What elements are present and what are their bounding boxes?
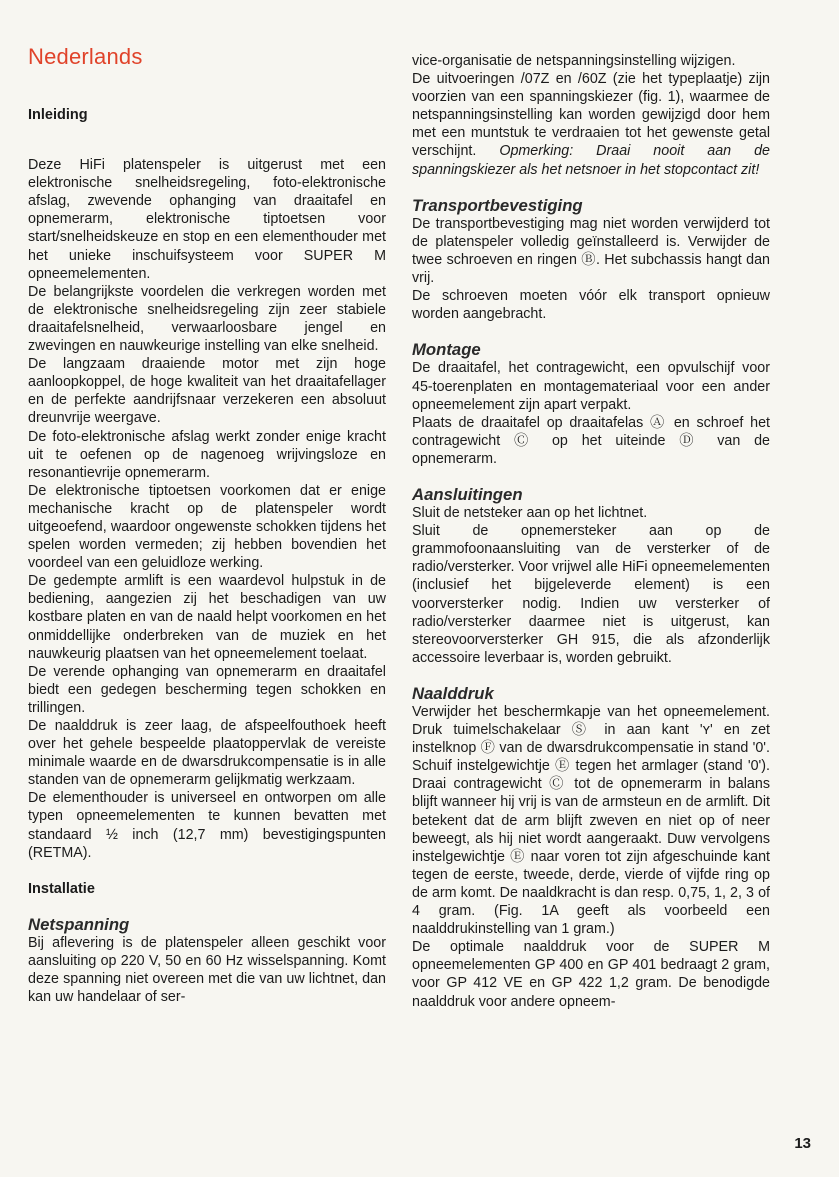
right-column [412,52,770,1011]
paragraph: De foto-elektronische afslag werkt zonder enige kracht uit te oefenen op de nagenoeg wrijvingsloze en resonantievrije opnemerarm. [28,428,386,481]
left-column [28,106,386,1006]
page-number: 13 [794,1135,811,1152]
paragraph: Sluit de netsteker aan op het lichtnet. [412,505,648,522]
paragraph: Deze HiFi platenspeler is uitgerust met een elektronische snelheidsregeling, foto-elektronische afslag, zwevende ophanging van draaitafel en opnemerarm, elektronische tiptoetsen voor start/snelheidskeuze en stop en een elementhouder met het unieke inschuifsysteem voor SUPER M opneemelementen. [28,157,386,282]
paragraph: De optimale naalddruk voor de SUPER M opneemelementen GP 400 en GP 401 bedraagt 2 gram, voor GP 412 VE en GP 422 1,2 gram. De benodigde naalddruk voor andere opneem- [412,939,770,1010]
paragraph: De schroeven moeten vóór elk transport opnieuw worden aangebracht. [412,288,770,323]
paragraph: De langzaam draaiende motor met zijn hoge aanloopkoppel, de hoge kwaliteit van het draaitafellager en de perfekte aandrijfsnaar verzekeren een absoluut dreunvrije weergave. [28,356,386,427]
paragraph: Sluit de opnemersteker aan op de grammofoonaansluiting van de versterker of de radio/versterker. Voor vrijwel alle HiFi opneemelementen (inclusief het bijgeleverde element) is een voorversterker nodig. Indien uw versterker of radio/versterker daarmee niet is uitgerust, kan stereovoorversterker GH 915, die als afzonderlijk accessoire leverbaar is, worden gebruikt. [412,523,770,666]
subheading-naalddruk: Naalddruk [412,683,494,703]
paragraph: De elementhouder is universeel en ontworpen om alle typen opneemelementen te kunnen bevatten met standaard ½ inch (12,7 mm) bevestigingspunten (RETMA). [28,790,386,861]
paragraph: De gedempte armlift is een waardevol hulpstuk in de bediening, aangezien zij het beschadigen van uw kostbare platen en van de naald helpt voorkomen en het onmiddellijke onderbreken van de muziek en het nauwkeurig plaatsen van het opneemelement toelaat. [28,573,386,662]
subheading-netspanning: Netspanning [28,914,130,934]
heading-installatie: Installatie [28,880,95,897]
paragraph [412,70,770,179]
paragraph-text: De uitvoeringen /07Z en /60Z (zie het typeplaatje) zijn voorzien van een spanningskiezer (fig. 1), waarmee de netspanningsinstelling kan worden gewijzigd door hem met een muntstuk te verdraaien tot het gewenste getal verschijnt. [412,71,770,160]
paragraph: Verwijder het beschermkapje van het opneemelement. Druk tuimelschakelaar Ⓢ in aan kant 'ʏ' en zet instelknop Ⓕ van de dwarsdrukcompensatie in stand '0'. Schuif instelgewichtje Ⓔ tegen het armlager (stand '0'). Draai contragewicht Ⓒ tot de opnemerarm in balans blijft wanneer hij vrij is van de armsteun en de armlift. Dit betekent dat de arm blijft zweven en niet op of neer beweegt, als hij niet wordt aangeraakt. Duw vervolgens instelgewichtje Ⓔ naar voren tot zijn afgeschuinde kant tegen de eerste, tweede, derde, vierde of vijfde ring op de arm komt. De naaldkracht is dan resp. 0,75, 1, 2, 3 of 4 gram. (Fig. 1A geeft als voorbeeld een naalddrukinstelling van 1 gram.) [412,704,770,938]
paragraph: De naalddruk is zeer laag, de afspeelfouthoek heeft over het gehele bespeelde plaatoppervlak de vereiste minimale waarde en de dwarsdrukcompensatie is in alle standen van de opnemerarm gelijkmatig werkzaam. [28,718,386,789]
language-title: Nederlands [28,44,143,69]
paragraph: Bij aflevering is de platenspeler alleen geschikt voor aansluiting op 220 V, 50 en 60 Hz wisselspanning. Komt deze spanning niet overeen met die van uw lichtnet, dan kan uw handelaar of ser- [28,934,386,1006]
paragraph: De transportbevestiging mag niet worden verwijderd tot de platenspeler volledig geïnstalleerd is. Verwijder de twee schroeven en ringen Ⓑ. Het subchassis hangt dan vrij. [412,215,770,287]
paragraph: De elektronische tiptoetsen voorkomen dat er enige mechanische kracht op de platenspeler wordt uitgeoefend, waardoor ongewenste schokken tijdens het spelen worden vermeden; zij hebben bovendien het voordeel van een geluidloze werking. [28,482,386,572]
paragraph: De draaitafel, het contragewicht, een opvulschijf voor 45-toerenplaten en montagemateriaal voor een ander opneemelement zijn apart verpakt. [412,360,770,413]
paragraph: Plaats de draaitafel op draaitafelas Ⓐ en schroef het contragewicht Ⓒ op het uiteinde Ⓓ van de opnemerarm. [412,414,770,467]
heading-inleiding: Inleiding [28,107,88,123]
subheading-aansluitingen: Aansluitingen [412,484,523,504]
subheading-montage: Montage [412,340,481,360]
warning-note: Opmerking: Draai nooit aan de spanningskiezer als het netsnoer in het stopcontact zit! [412,143,770,178]
paragraph: De belangrijkste voordelen die verkregen worden met de elektronische snelheidsregeling zijn zeer stabiele draaitafelsnelheid, verwaarloosbare jengel en zwevingen en nauwkeurige instelling van elke snelheid. [28,283,386,355]
paragraph: De verende ophanging van opnemerarm en draaitafel biedt een gedegen bescherming tegen schokken en trillingen. [28,663,386,716]
paragraph: vice-organisatie de netspanningsinstelling wijzigen. [412,53,736,69]
subheading-transportbevestiging: Transportbevestiging [412,195,583,215]
